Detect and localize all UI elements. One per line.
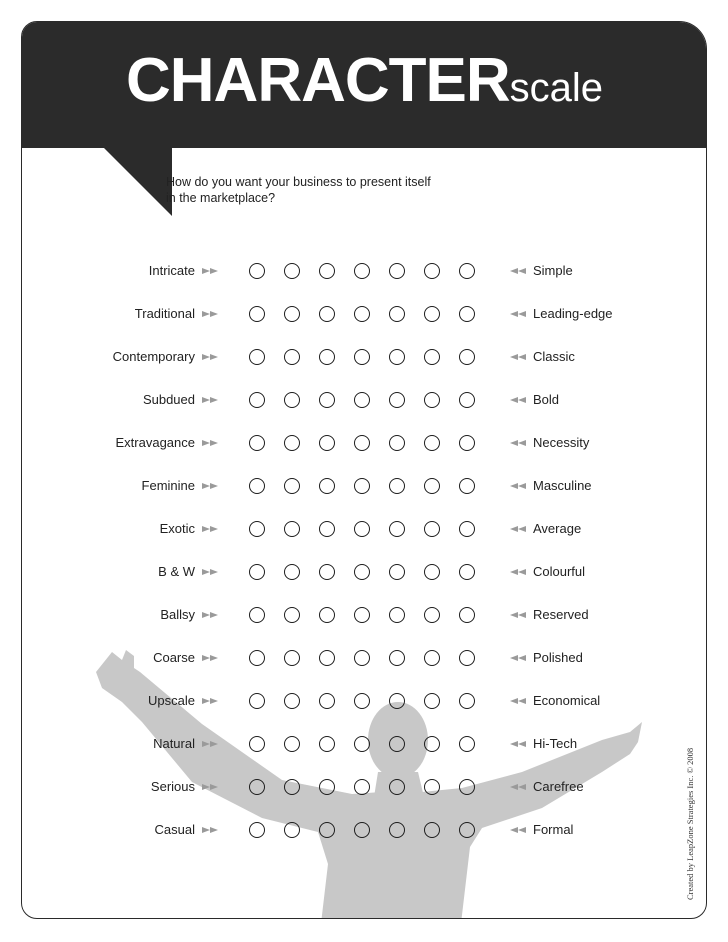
rating-circle[interactable] — [389, 564, 405, 580]
arrow-left-icon — [508, 693, 528, 709]
rating-circle[interactable] — [249, 779, 265, 795]
rating-circle[interactable] — [319, 521, 335, 537]
person-silhouette-image — [82, 632, 642, 919]
scale-row — [22, 347, 707, 371]
rating-circle[interactable] — [354, 263, 370, 279]
rating-circle[interactable] — [389, 263, 405, 279]
arrow-right-icon — [200, 822, 220, 838]
rating-circle[interactable] — [249, 392, 265, 408]
scale-row — [22, 562, 707, 586]
rating-circle[interactable] — [284, 693, 300, 709]
left-trait-label: Coarse — [153, 650, 195, 665]
rating-circle[interactable] — [389, 478, 405, 494]
rating-circle[interactable] — [354, 564, 370, 580]
arrow-left-icon — [508, 736, 528, 752]
left-trait-label: Intricate — [148, 263, 195, 278]
title-banner — [22, 22, 706, 148]
right-trait-label: Carefree — [533, 779, 584, 794]
left-trait-label: Casual — [154, 822, 195, 837]
rating-circle[interactable] — [284, 263, 300, 279]
left-trait-label: Traditional — [134, 306, 195, 321]
arrow-left-icon — [508, 822, 528, 838]
left-trait-label: Upscale — [148, 693, 195, 708]
rating-circle[interactable] — [249, 349, 265, 365]
rating-circle[interactable] — [424, 779, 440, 795]
rating-circle[interactable] — [284, 435, 300, 451]
arrow-left-icon — [508, 478, 528, 494]
scale-row — [22, 648, 707, 672]
left-trait-label: Feminine — [141, 478, 195, 493]
rating-circle[interactable] — [249, 263, 265, 279]
rating-circle[interactable] — [354, 306, 370, 322]
rating-circle[interactable] — [389, 693, 405, 709]
copyright-credit: Created by LeapZone Strategies Inc. © 2008 — [685, 747, 695, 900]
rating-circle[interactable] — [459, 263, 475, 279]
arrow-right-icon — [200, 607, 220, 623]
arrow-right-icon — [200, 349, 220, 365]
rating-circle[interactable] — [249, 564, 265, 580]
left-trait-label: Extravagance — [115, 435, 195, 450]
right-trait-label: Masculine — [533, 478, 592, 493]
rating-circle[interactable] — [284, 521, 300, 537]
rating-circle[interactable] — [459, 736, 475, 752]
rating-circle[interactable] — [459, 564, 475, 580]
rating-circle[interactable] — [249, 521, 265, 537]
rating-circle[interactable] — [389, 607, 405, 623]
rating-circle[interactable] — [424, 521, 440, 537]
rating-circle[interactable] — [354, 435, 370, 451]
rating-circle[interactable] — [319, 306, 335, 322]
rating-circle[interactable] — [424, 478, 440, 494]
left-trait-label: Exotic — [159, 521, 195, 536]
rating-circle[interactable] — [459, 349, 475, 365]
rating-circle[interactable] — [249, 822, 265, 838]
scale-row — [22, 691, 707, 715]
arrow-right-icon — [200, 779, 220, 795]
left-trait-label: Subdued — [142, 392, 195, 407]
question-text — [166, 174, 466, 206]
rating-circle[interactable] — [319, 349, 335, 365]
right-trait-label: Hi-Tech — [533, 736, 578, 751]
left-trait-label: Serious — [150, 779, 195, 794]
arrow-left-icon — [508, 349, 528, 365]
rating-circle[interactable] — [459, 392, 475, 408]
right-trait-label: Colourful — [533, 564, 586, 579]
scale-row — [22, 304, 707, 328]
rating-circle[interactable] — [389, 306, 405, 322]
arrow-right-icon — [200, 435, 220, 451]
rating-circle[interactable] — [459, 607, 475, 623]
rating-circle[interactable] — [424, 435, 440, 451]
rating-circle[interactable] — [319, 607, 335, 623]
right-trait-label: Polished — [533, 650, 583, 665]
arrow-right-icon — [200, 736, 220, 752]
rating-circle[interactable] — [284, 564, 300, 580]
arrow-left-icon — [508, 779, 528, 795]
rating-circle[interactable] — [459, 435, 475, 451]
rating-circle[interactable] — [459, 693, 475, 709]
arrow-right-icon — [200, 521, 220, 537]
rating-circle[interactable] — [284, 392, 300, 408]
scale-row — [22, 734, 707, 758]
question-line-2: in the marketplace? — [166, 191, 276, 205]
rating-circle[interactable] — [319, 822, 335, 838]
rating-circle[interactable] — [284, 306, 300, 322]
rating-circle[interactable] — [354, 693, 370, 709]
rating-circle[interactable] — [459, 779, 475, 795]
rating-circle[interactable] — [319, 435, 335, 451]
arrow-right-icon — [200, 478, 220, 494]
rating-circle[interactable] — [354, 607, 370, 623]
rating-circle[interactable] — [389, 822, 405, 838]
rating-circle[interactable] — [424, 306, 440, 322]
arrow-right-icon — [200, 693, 220, 709]
arrow-left-icon — [508, 564, 528, 580]
question-line-1: How do you want your business to present itself — [166, 175, 431, 189]
rating-circle[interactable] — [459, 521, 475, 537]
rating-circle[interactable] — [424, 349, 440, 365]
arrow-right-icon — [200, 263, 220, 279]
worksheet-page — [21, 21, 707, 919]
rating-circle[interactable] — [319, 736, 335, 752]
right-trait-label: Simple — [533, 263, 573, 278]
rating-circle[interactable] — [319, 392, 335, 408]
rating-circle[interactable] — [319, 650, 335, 666]
rating-circle[interactable] — [249, 435, 265, 451]
left-trait-label: Natural — [153, 736, 195, 751]
rating-circle[interactable] — [354, 822, 370, 838]
rating-circle[interactable] — [284, 349, 300, 365]
arrow-left-icon — [508, 435, 528, 451]
rating-circle[interactable] — [284, 822, 300, 838]
rating-circle[interactable] — [284, 779, 300, 795]
right-trait-label: Average — [533, 521, 582, 536]
rating-circle[interactable] — [459, 650, 475, 666]
right-trait-label: Formal — [533, 822, 574, 837]
scale-row — [22, 820, 707, 844]
rating-circle[interactable] — [354, 521, 370, 537]
rating-circle[interactable] — [389, 349, 405, 365]
arrow-right-icon — [200, 392, 220, 408]
arrow-left-icon — [508, 607, 528, 623]
scale-row — [22, 390, 707, 414]
rating-circle[interactable] — [459, 822, 475, 838]
arrow-left-icon — [508, 650, 528, 666]
title-main: CHARACTER — [126, 46, 510, 115]
rating-circle[interactable] — [389, 392, 405, 408]
rating-circle[interactable] — [424, 263, 440, 279]
rating-circle[interactable] — [319, 564, 335, 580]
rating-circle[interactable] — [389, 650, 405, 666]
rating-circle[interactable] — [354, 478, 370, 494]
rating-circle[interactable] — [389, 521, 405, 537]
arrow-left-icon — [508, 392, 528, 408]
rating-circle[interactable] — [389, 779, 405, 795]
scale-row — [22, 476, 707, 500]
scale-row — [22, 433, 707, 457]
rating-circle[interactable] — [284, 478, 300, 494]
rating-circle[interactable] — [319, 693, 335, 709]
rating-circle[interactable] — [424, 650, 440, 666]
rating-circle[interactable] — [284, 650, 300, 666]
rating-circle[interactable] — [284, 736, 300, 752]
rating-circle[interactable] — [424, 822, 440, 838]
rating-circle[interactable] — [319, 263, 335, 279]
rating-circle[interactable] — [249, 650, 265, 666]
arrow-right-icon — [200, 564, 220, 580]
rating-circle[interactable] — [424, 564, 440, 580]
right-trait-label: Leading-edge — [533, 306, 613, 321]
rating-circle[interactable] — [459, 478, 475, 494]
left-trait-label: Contemporary — [112, 349, 195, 364]
scale-row — [22, 605, 707, 629]
page-title — [126, 46, 604, 115]
rating-circle[interactable] — [424, 693, 440, 709]
arrow-left-icon — [508, 306, 528, 322]
arrow-left-icon — [508, 263, 528, 279]
scale-row — [22, 777, 707, 801]
right-trait-label: Economical — [533, 693, 601, 708]
title-suffix: scale — [509, 66, 604, 110]
left-trait-label: B & W — [158, 564, 195, 579]
rating-circle[interactable] — [424, 736, 440, 752]
rating-circle[interactable] — [249, 306, 265, 322]
rating-circle[interactable] — [354, 392, 370, 408]
rating-circle[interactable] — [249, 736, 265, 752]
rating-circle[interactable] — [424, 392, 440, 408]
rating-circle[interactable] — [249, 607, 265, 623]
scale-row — [22, 519, 707, 543]
rating-circle[interactable] — [354, 736, 370, 752]
left-trait-label: Ballsy — [160, 607, 195, 622]
rating-circle[interactable] — [319, 478, 335, 494]
arrow-right-icon — [200, 306, 220, 322]
scale-row — [22, 261, 707, 285]
rating-circle[interactable] — [354, 779, 370, 795]
rating-circle[interactable] — [459, 306, 475, 322]
rating-circle[interactable] — [354, 650, 370, 666]
rating-circle[interactable] — [249, 478, 265, 494]
rating-circle[interactable] — [319, 779, 335, 795]
rating-circle[interactable] — [284, 607, 300, 623]
rating-circle[interactable] — [424, 607, 440, 623]
rating-circle[interactable] — [249, 693, 265, 709]
right-trait-label: Necessity — [533, 435, 590, 450]
arrow-right-icon — [200, 650, 220, 666]
arrow-left-icon — [508, 521, 528, 537]
right-trait-label: Classic — [533, 349, 575, 364]
right-trait-label: Bold — [533, 392, 560, 407]
rating-circle[interactable] — [354, 349, 370, 365]
rating-circle[interactable] — [389, 435, 405, 451]
right-trait-label: Reserved — [533, 607, 589, 622]
rating-circle[interactable] — [389, 736, 405, 752]
